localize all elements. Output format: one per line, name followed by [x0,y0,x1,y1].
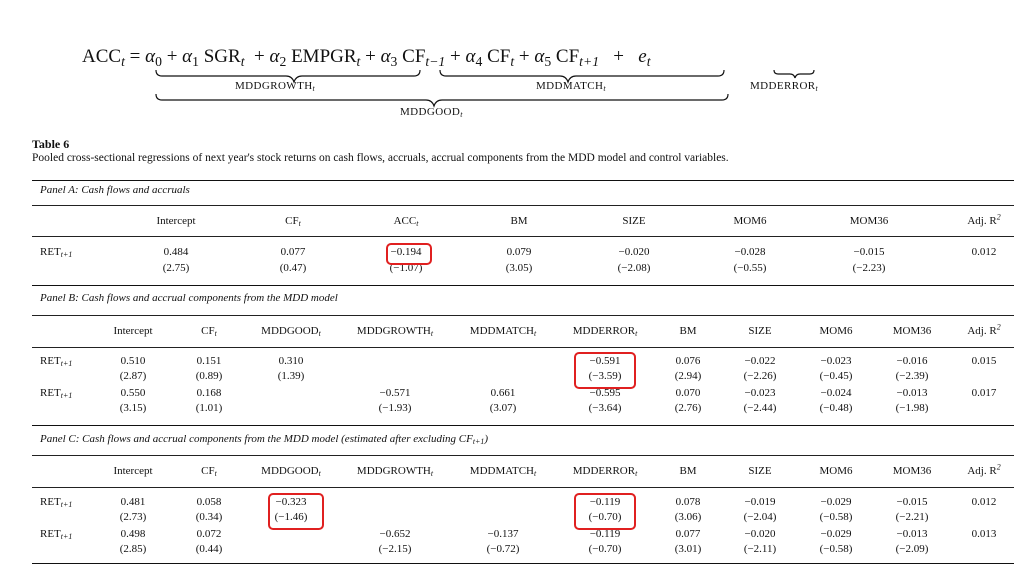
panel-b-coef-1-6: 0.070 [675,387,701,399]
panel-b-tstat-1-4: (3.07) [489,402,517,414]
panel-c-tstat-0-6: (3.06) [674,511,702,523]
panel-b-tstat-0-1: (0.89) [195,370,223,382]
panel-a-header-3: BM [510,215,528,227]
panel-a-coef-6: −0.015 [853,246,885,258]
panel-c-header-0: Intercept [113,465,153,477]
panel-b-coef-0-0: 0.510 [120,355,146,367]
panel-b-coef-1-1: 0.168 [196,387,222,399]
panel-c-tstat-0-0: (2.73) [119,511,147,523]
panel-a-coef-0: 0.484 [163,246,189,258]
panel-c-header-10: Adj. $R^2$ [967,462,1001,477]
panel-c-row-label-0: $RET_{t+1}$ [40,496,73,510]
eq-coef-3-sub: 3 [390,53,398,69]
panel-b-coef-1-9: −0.013 [896,387,928,399]
panel-b-coef-1-5: −0.595 [589,387,621,399]
eq-var-empgr-sub: t [356,53,361,69]
panel-c-header-7: SIZE [748,465,772,477]
panel-c-tstat-0-1: (0.34) [195,511,223,523]
panel-c-header-6: BM [679,465,697,477]
panel-a-tstat-2: (−1.07) [389,262,423,274]
panel-c-header-2: $MDDGOOD_t$ [261,465,321,479]
panel-c-row-label-1: $RET_{t+1}$ [40,528,73,542]
panel-a-coef-3: 0.079 [506,246,532,258]
brace-error [774,70,814,78]
panel-b-header-4: $MDDMATCH_t$ [469,325,537,339]
eq-coef-5-sub: 5 [544,53,552,69]
panel-a-tstat-0: (2.75) [162,262,190,274]
panel-b-tstat-1-7: (−2.44) [743,402,777,414]
eq-coef-5: α [534,46,545,67]
panel-b-tstat-1-8: (−0.48) [819,402,853,414]
panel-b-coef-1-4: 0.661 [490,387,516,399]
panel-c-coef-0-6: 0.078 [675,496,701,508]
panel-a-tstat-3: (3.05) [505,262,533,274]
panel-a-coef-4: −0.020 [618,246,650,258]
eq-lhs-sub: t [121,53,125,69]
panel-c-tstat-0-7: (−2.04) [743,511,777,523]
eq-equals: = [129,46,141,67]
panel-b-coef-0-1: 0.151 [196,355,222,367]
panel-b-header-1: $CF_t$ [201,325,217,339]
highlight-box-acc [386,243,432,265]
panel-b-tstat-0-7: (−2.26) [743,370,777,382]
eq-var-cf-sub: t [510,53,515,69]
panel-b-header-5: $MDDERROR_t$ [572,325,638,339]
panel-c-tstat-0-2: (−1.46) [274,511,308,523]
equation-block [0,0,1024,128]
panel-c-coef-0-7: −0.019 [744,496,776,508]
panel-b-header-8: MOM6 [819,325,853,337]
eq-error-sub: t [646,53,651,69]
panel-b-body-rule [32,347,1014,348]
panel-a-coef-1: 0.077 [280,246,306,258]
panel-c-coef-1-7: −0.020 [744,528,776,540]
panel-a-body-rule [32,236,1014,237]
panel-b-tstat-0-9: (−2.39) [895,370,929,382]
eq-coef-1-sub: 1 [192,53,199,69]
panel-b-header-7: SIZE [748,325,772,337]
eq-var-cf-lead: CF [555,46,580,67]
eq-coef-0: α [145,46,156,67]
panel-c-tstat-1-4: (−0.72) [486,543,520,555]
panel-a-coef-2: −0.194 [390,246,422,258]
panel-a-tstat-1: (0.47) [279,262,307,274]
panel-b-header-9: MOM36 [892,325,932,337]
panel-c-header-3: $MDDGROWTH_t$ [356,465,434,479]
panel-c-coef-0-8: −0.029 [820,496,852,508]
panel-a-header-rule [32,205,1014,206]
panel-c-header-1: $CF_t$ [201,465,217,479]
panel-c-tstat-1-6: (3.01) [674,543,702,555]
panel-b-coef-0-9: −0.016 [896,355,928,367]
label-mddgrowth: $MDDGROWTH_t$ [235,80,316,94]
panel-c-tstat-1-0: (2.85) [119,543,147,555]
eq-var-sgr-sub: t [240,53,245,69]
panel-b-tstat-0-2: (1.39) [277,370,305,382]
panel-b-row-label-0: $RET_{t+1}$ [40,355,73,369]
panel-c-coef-1-6: 0.077 [675,528,701,540]
panel-c-coef-1-1: 0.072 [196,528,222,540]
panel-a-row-label: $RET_{t+1}$ [40,246,73,260]
panel-c-coef-0-5: −0.119 [589,496,621,508]
panel-a-coef-7: 0.012 [971,246,997,258]
brace-good [156,94,728,106]
eq-var-cf-lag: CF [402,46,426,67]
eq-var-cf-lead-sub: t+1 [579,53,600,69]
eq-lhs: ACC [82,46,122,67]
panel-a-header-6: MOM36 [849,215,889,227]
panel-b-coef-0-8: −0.023 [820,355,852,367]
panel-c-coef-1-4: −0.137 [487,528,519,540]
panel-a-header-7: Adj. $R^2$ [967,212,1001,227]
panel-a-header-2: $ACC_t$ [393,215,419,229]
panel-a-header-0: Intercept [156,215,196,227]
panel-b-tstat-1-1: (1.01) [195,402,223,414]
panel-a-tstat-5: (−0.55) [733,262,767,274]
panel-b-header-10: Adj. $R^2$ [967,322,1001,337]
panel-c-body-rule [32,487,1014,488]
panel-b-coef-0-5: −0.591 [589,355,621,367]
panel-b-header-rule [32,315,1014,316]
label-mdderror: $MDDERROR_t$ [750,80,819,94]
eq-coef-2-sub: 2 [279,53,287,69]
panel-c-title: Panel C: Cash flows and accrual components from the MDD model (estimated after excluding $CF_{t+1}$) [40,433,488,447]
panel-a-top-rule [32,180,1014,181]
panel-c-header-9: MOM36 [892,465,932,477]
panel-a-tstat-6: (−2.23) [852,262,886,274]
panel-c-tstat-1-8: (−0.58) [819,543,853,555]
panel-a-header-1: $CF_t$ [285,215,301,229]
highlight-box-mdderror-c [574,493,636,530]
panel-b-tstat-1-9: (−1.98) [895,402,929,414]
panel-c-coef-1-10: 0.013 [971,528,997,540]
panel-b-tstat-0-0: (2.87) [119,370,147,382]
panel-b-tstat-0-6: (2.94) [674,370,702,382]
panel-c-coef-0-10: 0.012 [971,496,997,508]
panel-b-top-rule [32,285,1014,286]
panel-c-header-rule [32,455,1014,456]
eq-coef-4: α [465,46,476,67]
panel-b-coef-1-3: −0.571 [379,387,411,399]
eq-coef-1: α [182,46,193,67]
panel-c-coef-0-1: 0.058 [196,496,222,508]
panel-b-tstat-1-0: (3.15) [119,402,147,414]
panel-c-tstat-1-3: (−2.15) [378,543,412,555]
table-title: Table 6 [32,137,70,151]
panel-c-coef-1-3: −0.652 [379,528,411,540]
panel-c-tstat-1-9: (−2.09) [895,543,929,555]
panel-b-coef-0-2: 0.310 [278,355,304,367]
panel-b-coef-1-0: 0.550 [120,387,146,399]
panel-c-tstat-0-8: (−0.58) [819,511,853,523]
panel-b-coef-1-8: −0.024 [820,387,852,399]
panel-b-coef-0-6: 0.076 [675,355,701,367]
panel-c-coef-1-5: −0.119 [589,528,621,540]
panel-c-tstat-1-1: (0.44) [195,543,223,555]
highlight-box-mdderror-b [574,352,636,389]
eq-var-cf-lag-sub: t−1 [425,53,446,69]
panel-c-coef-1-8: −0.029 [820,528,852,540]
panel-b-tstat-1-3: (−1.93) [378,402,412,414]
panel-c-coef-0-0: 0.481 [120,496,146,508]
panel-c-header-8: MOM6 [819,465,853,477]
panel-c-coef-0-2: −0.323 [275,496,307,508]
eq-coef-4-sub: 4 [475,53,483,69]
table-bottom-rule [32,563,1014,564]
panel-a-title: Panel A: Cash flows and accruals [40,184,190,196]
panel-b-coef-0-7: −0.022 [744,355,776,367]
panel-c-header-5: $MDDERROR_t$ [572,465,638,479]
eq-coef-2: α [269,46,280,67]
underbraces [0,0,1024,128]
label-mddmatch: $MDDMATCH_t$ [536,80,606,94]
eq-coef-0-sub: 0 [155,53,162,69]
panel-b-tstat-1-5: (−3.64) [588,402,622,414]
panel-b-coef-0-10: 0.015 [971,355,997,367]
panel-b-row-label-1: $RET_{t+1}$ [40,387,73,401]
panel-b-header-2: $MDDGOOD_t$ [261,325,321,339]
panel-b-tstat-0-5: (−3.59) [588,370,622,382]
equation-text: $ACC_t = \alpha_0 + \alpha_1$ $SGR_t + \alpha_2$ $EMPGR_t + \alpha_3$ $CF_{t-1} + \alpha_4$ $CF_t + \alpha_5$ $CF_{t+1} + e_t$ [82,46,651,69]
panel-b-header-3: $MDDGROWTH_t$ [356,325,434,339]
panel-b-header-6: BM [679,325,697,337]
highlight-box-mddgood-c [268,493,324,530]
eq-coef-3: α [380,46,391,67]
panel-a-header-5: MOM6 [733,215,767,227]
panel-c-coef-1-0: 0.498 [120,528,146,540]
panel-b-tstat-0-8: (−0.45) [819,370,853,382]
panel-b-coef-1-10: 0.017 [971,387,997,399]
panel-b-coef-1-7: −0.023 [744,387,776,399]
eq-var-empgr: EMPGR [291,46,357,67]
table-caption: Pooled cross-sectional regressions of next year's stock returns on cash flows, accruals, accrual components from the MDD model and control variables. [32,152,729,164]
panel-c-coef-0-9: −0.015 [896,496,928,508]
panel-a-header-4: SIZE [622,215,646,227]
panel-a-coef-5: −0.028 [734,246,766,258]
panel-c-coef-1-9: −0.013 [896,528,928,540]
panel-c-tstat-0-9: (−2.21) [895,511,929,523]
label-mddgood: $MDDGOOD_t$ [400,106,463,120]
panel-c-header-4: $MDDMATCH_t$ [469,465,537,479]
panel-c-top-rule [32,425,1014,426]
eq-var-sgr: SGR [203,46,241,67]
panel-b-tstat-1-6: (2.76) [674,402,702,414]
panel-b-header-0: Intercept [113,325,153,337]
eq-var-cf: CF [487,46,511,67]
panel-c-tstat-0-5: (−0.70) [588,511,622,523]
panel-a-tstat-4: (−2.08) [617,262,651,274]
panel-c-tstat-1-5: (−0.70) [588,543,622,555]
eq-error: e [638,46,647,67]
panel-b-title: Panel B: Cash flows and accrual components from the MDD model [40,292,338,304]
panel-c-tstat-1-7: (−2.11) [743,543,777,555]
